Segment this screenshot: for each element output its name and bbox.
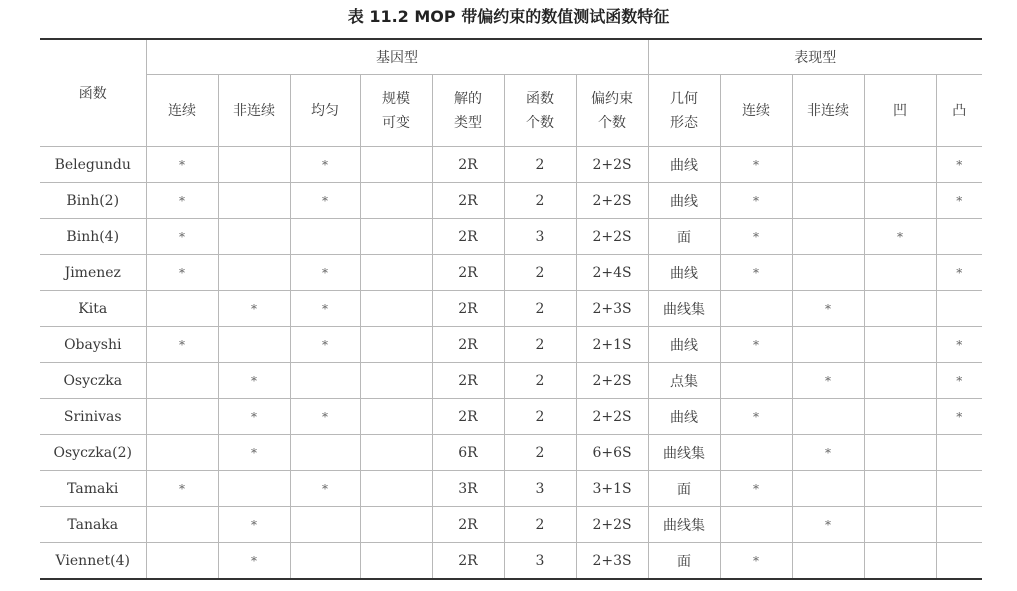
table-cell: 2R [432,291,504,327]
subheader-cell: 解的 类型 [432,75,504,147]
table-cell: 2R [432,327,504,363]
table-cell: * [936,255,982,291]
table-cell [864,147,936,183]
table-cell [792,543,864,580]
table-cell: 2R [432,147,504,183]
table-cell [864,435,936,471]
table-cell [864,363,936,399]
table-cell: 2 [504,255,576,291]
table-cell: * [218,399,290,435]
table-cell: 2R [432,363,504,399]
table-cell [146,291,218,327]
table-row [40,255,982,291]
table-cell: 面 [648,219,720,255]
table-cell [864,327,936,363]
table-cell: 2 [504,363,576,399]
table-cell [360,327,432,363]
table-cell: 3 [504,543,576,580]
table-cell: 2+4S [576,255,648,291]
table-cell [146,399,218,435]
table-cell: * [936,327,982,363]
table-cell: * [218,435,290,471]
table-cell [936,435,982,471]
table-row [40,399,982,435]
table-cell: 2R [432,255,504,291]
table-cell: 6+6S [576,435,648,471]
table-cell: * [218,507,290,543]
table-cell: * [936,147,982,183]
table-cell [146,435,218,471]
subheader-cell: 均匀 [290,75,360,147]
table-cell [360,291,432,327]
subheader-cell: 偏约束 个数 [576,75,648,147]
table-cell: * [720,327,792,363]
table-cell: * [792,507,864,543]
function-name-cell: Tamaki [40,471,146,507]
table-cell: * [146,219,218,255]
table-cell: 曲线集 [648,507,720,543]
table-cell: * [146,147,218,183]
table-cell [936,219,982,255]
function-name-cell: Viennet(4) [40,543,146,580]
table-row [40,291,982,327]
function-characteristics-table [40,38,982,580]
table-cell: 3R [432,471,504,507]
table-cell [290,543,360,580]
function-name-cell: Binh(4) [40,219,146,255]
table-cell [864,543,936,580]
table-cell: * [290,255,360,291]
table-row [40,435,982,471]
table-cell: 6R [432,435,504,471]
table-cell [218,147,290,183]
table-cell [792,147,864,183]
subheader-cell: 非连续 [792,75,864,147]
table-cell: * [864,219,936,255]
table-cell: 点集 [648,363,720,399]
function-name-cell: Srinivas [40,399,146,435]
table-cell [218,183,290,219]
table-cell: * [146,255,218,291]
table-row [40,543,982,580]
table-cell: * [792,291,864,327]
table-cell: 面 [648,471,720,507]
table-cell: * [720,543,792,580]
table-cell: 曲线 [648,255,720,291]
table-cell [792,183,864,219]
table-cell: * [290,399,360,435]
table-cell: 2 [504,291,576,327]
table-cell [218,327,290,363]
function-name-cell: Obayshi [40,327,146,363]
table-cell [720,363,792,399]
table-cell: 曲线 [648,327,720,363]
function-name-cell: Jimenez [40,255,146,291]
table-row [40,219,982,255]
function-name-cell: Binh(2) [40,183,146,219]
table-cell [792,219,864,255]
table-cell: * [792,435,864,471]
table-row [40,471,982,507]
table-row [40,327,982,363]
table-cell: * [792,363,864,399]
table-cell [360,183,432,219]
table-cell: 3 [504,219,576,255]
table-cell: 2+2S [576,183,648,219]
table-cell [360,543,432,580]
table-cell [146,543,218,580]
subheader-cell: 连续 [720,75,792,147]
subheader-cell: 连续 [146,75,218,147]
table-cell: * [720,219,792,255]
table-cell: * [218,363,290,399]
table-cell: 2 [504,183,576,219]
table-cell: * [146,327,218,363]
table-cell [360,363,432,399]
table-cell: * [720,255,792,291]
subheader-cell: 规模 可变 [360,75,432,147]
genotype-header: 基因型 [146,39,648,75]
phenotype-header: 表现型 [648,39,982,75]
table-cell: * [290,471,360,507]
function-name-cell: Kita [40,291,146,327]
table-row [40,147,982,183]
table-cell [360,471,432,507]
table-cell: 2 [504,327,576,363]
table-cell [792,255,864,291]
table-row [40,363,982,399]
table-cell [792,327,864,363]
function-name-cell: Belegundu [40,147,146,183]
table-cell [720,507,792,543]
table-cell: 2R [432,219,504,255]
table-caption: 表 11.2 MOP 带偏约束的数值测试函数特征 [347,7,670,26]
table-cell: 2 [504,399,576,435]
subheader-cell: 凹 [864,75,936,147]
table-cell: * [290,327,360,363]
table-cell [864,255,936,291]
table-cell: 2+2S [576,507,648,543]
table-cell: * [218,291,290,327]
table-cell [360,147,432,183]
table-cell [864,471,936,507]
table-cell [936,471,982,507]
table-cell [360,399,432,435]
table-cell [146,507,218,543]
table-cell [936,507,982,543]
table-cell [936,543,982,580]
subheader-cell: 凸 [936,75,982,147]
table-cell: 2+2S [576,399,648,435]
function-name-cell: Osyczka [40,363,146,399]
table-cell: 2R [432,399,504,435]
table-cell: * [936,399,982,435]
table-cell: 曲线 [648,183,720,219]
table-cell [792,471,864,507]
table-cell: * [720,147,792,183]
subheader-cell: 几何 形态 [648,75,720,147]
table-cell: 2 [504,435,576,471]
table-cell: * [290,291,360,327]
function-name-cell: Osyczka(2) [40,435,146,471]
table-cell: 2 [504,507,576,543]
table-cell [290,219,360,255]
table-cell: 曲线 [648,399,720,435]
table-cell: * [290,147,360,183]
table-cell [360,435,432,471]
table-cell: 2+3S [576,543,648,580]
table-cell: * [218,543,290,580]
table-cell: 2+2S [576,363,648,399]
table-cell: 2+1S [576,327,648,363]
table-cell: 2+2S [576,147,648,183]
table-cell: * [720,399,792,435]
table-cell: * [936,363,982,399]
table-cell: 2+2S [576,219,648,255]
table-cell [720,435,792,471]
table-cell [218,219,290,255]
table-cell: 3+1S [576,471,648,507]
table-cell: * [720,183,792,219]
table-row [40,183,982,219]
table-cell [218,255,290,291]
table-cell: * [936,183,982,219]
table-cell: * [146,183,218,219]
table-cell [290,363,360,399]
table-cell [864,507,936,543]
table-cell [360,219,432,255]
table-cell: 面 [648,543,720,580]
subheader-cell: 非连续 [218,75,290,147]
table-cell [360,255,432,291]
table-cell: 2R [432,183,504,219]
function-name-cell: Tanaka [40,507,146,543]
table-cell: 3 [504,471,576,507]
table-cell [936,291,982,327]
table-cell [864,183,936,219]
table-cell [290,435,360,471]
table-cell: 2+3S [576,291,648,327]
table-cell: * [146,471,218,507]
table-cell: 2R [432,543,504,580]
table-cell [290,507,360,543]
table-cell [864,291,936,327]
table-cell: * [290,183,360,219]
table-cell [360,507,432,543]
table-cell [864,399,936,435]
table-row [40,507,982,543]
table-cell [792,399,864,435]
table-cell: 2R [432,507,504,543]
table-cell: 曲线 [648,147,720,183]
table-cell: 曲线集 [648,291,720,327]
table-cell: 2 [504,147,576,183]
table-cell [146,363,218,399]
subheader-cell: 函数 个数 [504,75,576,147]
table-cell: 曲线集 [648,435,720,471]
table-cell [218,471,290,507]
func-header: 函数 [40,39,146,147]
table-cell [720,291,792,327]
table-cell: * [720,471,792,507]
